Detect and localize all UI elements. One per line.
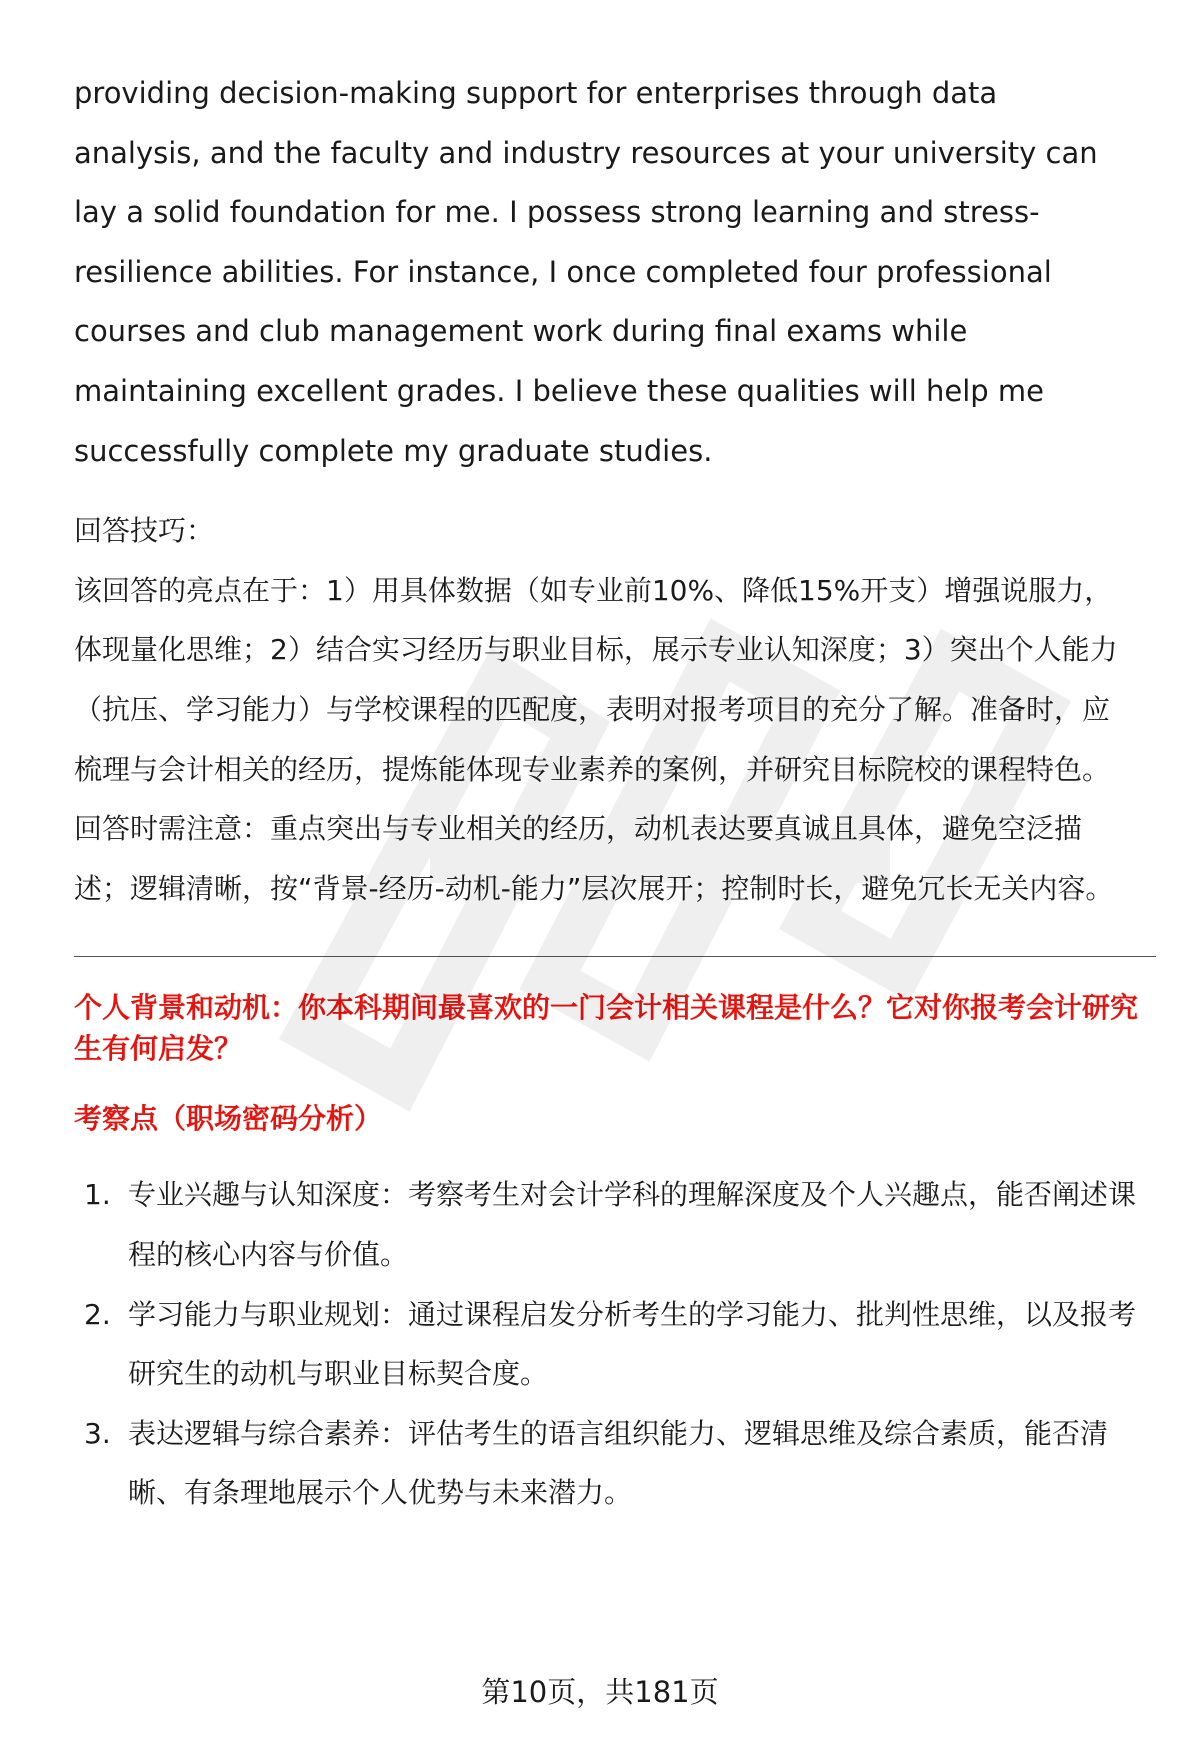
list-item — [74, 1285, 1142, 1404]
list-item-text: 专业兴趣与认知深度：考察考生对会计学科的理解深度及个人兴趣点，能否阐述课程的核心内容与价值。 — [128, 1178, 1137, 1271]
list-item — [74, 1165, 1142, 1284]
page-number-footer: 第10页，共181页 — [481, 1675, 719, 1709]
section-divider — [74, 956, 1156, 957]
list-item — [74, 1404, 1142, 1523]
list-item-number: 2. — [84, 1297, 111, 1331]
list-item-text: 学习能力与职业规划：通过课程启发分析考生的学习能力、批判性思维，以及报考研究生的动机与职业目标契合度。 — [128, 1297, 1137, 1391]
english-answer-paragraph: providing decision-making support for enterprises through data analysis, and the faculty and industry resources at your university can lay a solid foundation for me. I possess strong learning and stress-resilience abilities. For instance, I once completed four professional courses and club management work during final exams while maintaining excellent grades. I believe these qualities will help me successfully complete my graduate studies. — [74, 76, 1098, 468]
tips-body: 该回答的亮点在于：1）用具体数据（如专业前10%、降低15%开支）增强说服力，体现量化思维；2）结合实习经历与职业目标，展示专业认知深度；3）突出个人能力（抗压、学习能力）与学校课程的匹配度，表明对报考项目的充分了解。准备时，应梳理与会计相关的经历，提炼能体现专业素养的案例，并研究目标院校的课程特色。回答时需注意：重点突出与专业相关的经历，动机表达要真诚且具体，避免空泛描述；逻辑清晰，按“背景-经历-动机-能力”层次展开；控制时长，避免冗长无关内容。 — [74, 573, 1118, 905]
list-item-text: 表达逻辑与综合素养：评估考生的语言组织能力、逻辑思维及综合素质，能否清晰、有条理地展示个人优势与未来潜力。 — [128, 1416, 1109, 1510]
exam-points-heading: 考察点（职场密码分析） — [74, 1102, 383, 1136]
tips-label: 回答技巧： — [74, 514, 215, 548]
list-item-number: 3. — [84, 1416, 111, 1450]
exam-points-list — [74, 1165, 1137, 1523]
question-heading: 个人背景和动机：你本科期间最喜欢的一门会计相关课程是什么？它对你报考会计研究生有何启发？ — [74, 991, 1139, 1066]
list-item-number: 1. — [84, 1178, 111, 1212]
